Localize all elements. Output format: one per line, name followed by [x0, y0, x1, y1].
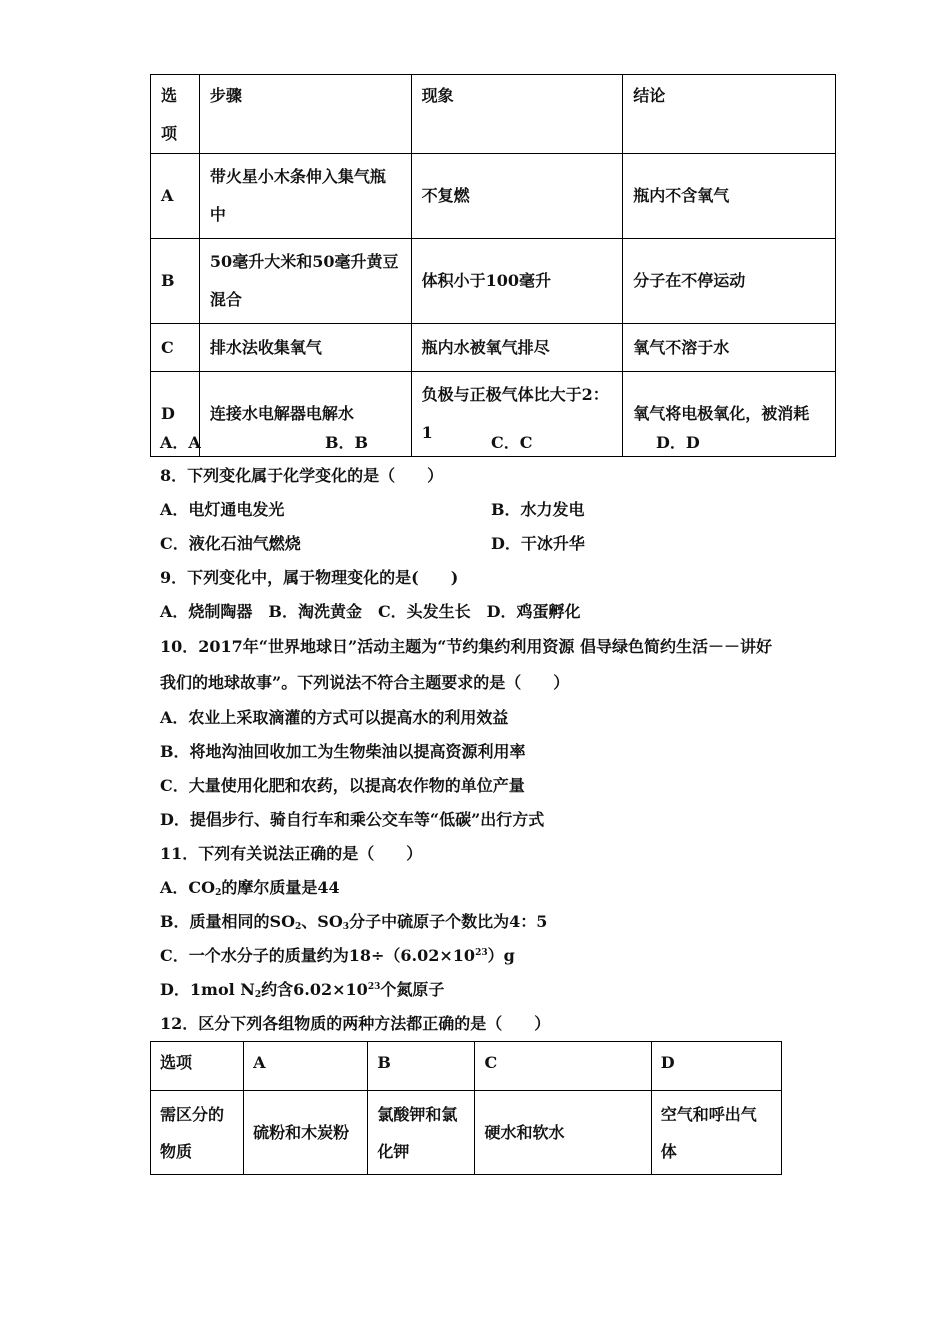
header-option: 选项	[151, 75, 200, 154]
table-row	[151, 324, 836, 372]
cell-a: 硫粉和木炭粉	[244, 1091, 368, 1175]
q7-option-d: D．D	[656, 433, 700, 452]
q7-option-b: B．B	[325, 433, 369, 452]
table-row	[151, 154, 836, 239]
q8-option-c: C．液化石油气燃烧	[160, 534, 301, 553]
step-cell: 连接水电解器电解水	[199, 372, 411, 457]
q7-option-c: C．C	[491, 433, 533, 452]
distinguish-table	[150, 1041, 782, 1175]
conclusion-cell: 分子在不停运动	[623, 239, 836, 324]
q10-option-c: C．大量使用化肥和农药，以提高农作物的单位产量	[160, 776, 525, 795]
q11-stem: 11．下列有关说法正确的是（ ）	[160, 844, 423, 863]
q11-option-a: A．$CO_2$的摩尔质量是44	[160, 878, 340, 898]
q9-options: A．烧制陶器 B．淘洗黄金 C．头发生长 D．鸡蛋孵化	[160, 602, 581, 621]
q8-stem: 8．下列变化属于化学变化的是（ ）	[160, 466, 444, 485]
option-cell: C	[151, 324, 200, 372]
conclusion-cell: 氧气不溶于水	[623, 324, 836, 372]
phenomenon-cell: 体积小于100毫升	[411, 239, 623, 324]
header-a: A	[244, 1042, 368, 1091]
header-step: 步骤	[199, 75, 411, 154]
experiment-table	[150, 74, 836, 457]
q10-option-b: B．将地沟油回收加工为生物柴油以提高资源利用率	[160, 742, 526, 761]
q8-option-b: B．水力发电	[491, 500, 585, 519]
table-row	[151, 1091, 782, 1175]
table-row	[151, 239, 836, 324]
header-phenomenon: 现象	[411, 75, 623, 154]
header-option: 选项	[151, 1042, 244, 1091]
q10-stem-line1: 10．2017年“世界地球日”活动主题为“节约集约利用资源 倡导绿色简约生活－－讲好	[160, 637, 772, 656]
option-cell: A	[151, 154, 200, 239]
q7-option-a: A．A	[160, 433, 201, 452]
q10-stem-line2: 我们的地球故事”。下列说法不符合主题要求的是（ ）	[160, 673, 570, 692]
q10-option-d: D．提倡步行、骑自行车和乘公交车等“低碳”出行方式	[160, 810, 545, 829]
cell-b: 氯酸钾和氯化钾	[368, 1091, 475, 1175]
q11-option-b: B．质量相同的$SO_2$、$SO_3$分子中硫原子个数比为4：5	[160, 912, 548, 932]
option-cell: D	[151, 372, 200, 457]
step-cell: 50毫升大米和50毫升黄豆混合	[199, 239, 411, 324]
q8-option-a: A．电灯通电发光	[160, 500, 285, 519]
phenomenon-cell: 负极与正极气体比大于2：1	[411, 372, 623, 457]
q12-stem: 12．区分下列各组物质的两种方法都正确的是（ ）	[160, 1014, 551, 1033]
cell-c: 硬水和软水	[475, 1091, 651, 1175]
phenomenon-cell: 瓶内水被氧气排尽	[411, 324, 623, 372]
header-conclusion: 结论	[623, 75, 836, 154]
header-b: B	[368, 1042, 475, 1091]
q11-option-c: C．一个水分子的质量约为$18\div(6.02\times 10^{23})g$	[160, 946, 515, 965]
option-cell: B	[151, 239, 200, 324]
q8-option-d: D．干冰升华	[491, 534, 585, 553]
row-label: 需区分的物质	[151, 1091, 244, 1175]
header-c: C	[475, 1042, 651, 1091]
conclusion-cell: 瓶内不含氧气	[623, 154, 836, 239]
table-header-row	[151, 75, 836, 154]
conclusion-cell: 氧气将电极氧化，被消耗	[623, 372, 836, 457]
header-d: D	[651, 1042, 781, 1091]
cell-d: 空气和呼出气体	[651, 1091, 781, 1175]
phenomenon-cell: 不复燃	[411, 154, 623, 239]
q9-stem: 9．下列变化中，属于物理变化的是( )	[160, 568, 459, 587]
step-cell: 排水法收集氧气	[199, 324, 411, 372]
step-cell: 带火星小木条伸入集气瓶中	[199, 154, 411, 239]
q11-option-d: D．1mol $N_2$约含$6.02\times 10^{23}$个氮原子	[160, 980, 445, 1000]
q10-option-a: A．农业上采取滴灌的方式可以提高水的利用效益	[160, 708, 509, 727]
table-header-row	[151, 1042, 782, 1091]
